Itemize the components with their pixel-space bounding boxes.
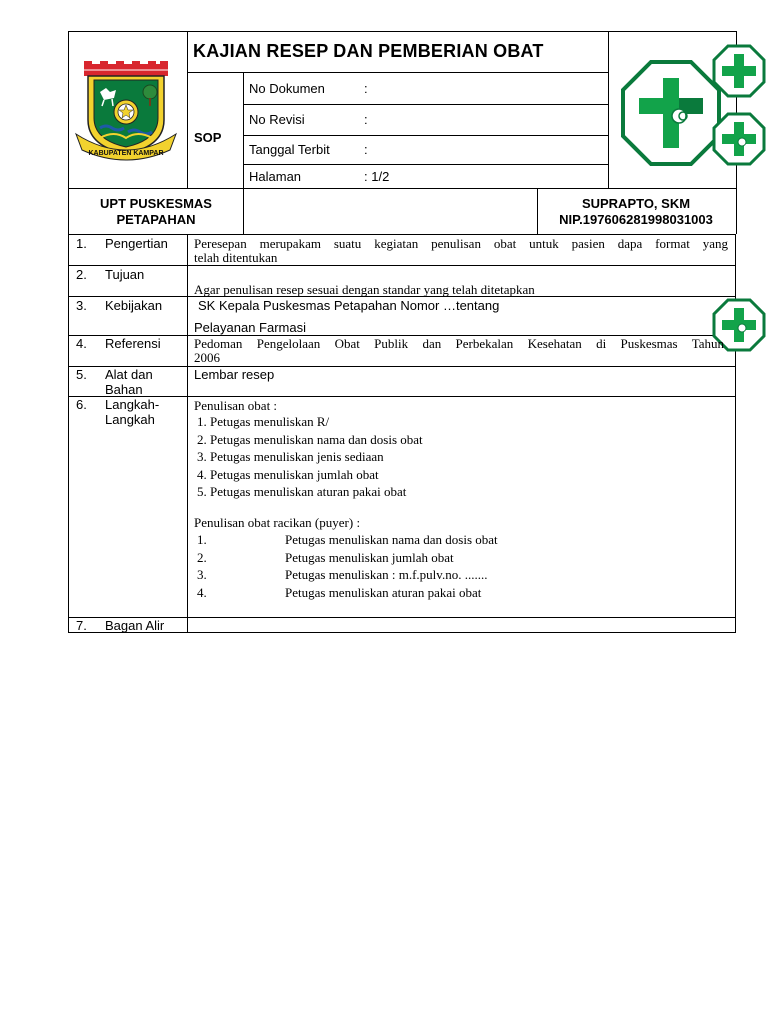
- row-label-alat-line1: Alat dan: [105, 367, 153, 382]
- signer-nip: NIP.197606281998031003: [559, 212, 713, 227]
- list-item: [197, 584, 498, 602]
- list-number: 3.: [197, 567, 207, 582]
- signer-name: SUPRAPTO, SKM: [581, 196, 691, 211]
- pengertian-text-line2: telah ditentukan: [194, 250, 278, 265]
- langkah-section1-list: [197, 413, 423, 501]
- kebijakan-line1: SK Kepala Puskesmas Petapahan Nomor …tentang: [198, 298, 500, 313]
- meta-label-tanggal-terbit: Tanggal Terbit: [249, 142, 330, 157]
- row-number-5: 5.: [76, 367, 87, 382]
- page-title: KAJIAN RESEP DAN PEMBERIAN OBAT: [193, 41, 544, 61]
- list-number: 3.: [197, 449, 207, 464]
- row-number-2: 2.: [76, 267, 87, 282]
- list-item: [197, 413, 423, 431]
- row-number-6: 6.: [76, 397, 87, 412]
- sop-label: SOP: [194, 130, 222, 145]
- org-unit: [70, 196, 242, 228]
- meta-value-no-dokumen: :: [364, 81, 368, 96]
- list-text: Petugas menuliskan jenis sediaan: [210, 449, 384, 464]
- list-number: 4.: [197, 466, 207, 482]
- langkah-section2-title: Penulisan obat racikan (puyer) :: [194, 515, 361, 530]
- row-label-langkah-line2: Langkah: [105, 412, 155, 427]
- list-number: 1.: [197, 532, 207, 547]
- list-text: Petugas menuliskan aturan pakai obat: [210, 484, 407, 499]
- row-number-3: 3.: [76, 298, 87, 313]
- row-number-7: 7.: [76, 618, 87, 633]
- alat-text: Lembar resep: [194, 367, 275, 382]
- pengertian-text-line1: Peresepan merupakam suatu kegiatan penulisan obat untuk pasien dapa format yang: [194, 236, 728, 251]
- referensi-line1: Pedoman Pengelolaan Obat Publik dan Perbekalan Kesehatan di Puskesmas Tahun: [194, 336, 724, 351]
- row-label-kebijakan: Kebijakan: [105, 298, 163, 313]
- meta-label-no-dokumen: No Dokumen: [249, 81, 325, 96]
- puskesmas-small-logo-top: [712, 44, 766, 98]
- row-label-alat-line2: Bahan: [105, 382, 143, 397]
- langkah-section2-list: [197, 531, 498, 601]
- kebijakan-line2: Pelayanan Farmasi: [194, 320, 306, 335]
- meta-value-tanggal-terbit: :: [364, 142, 368, 157]
- list-item: [197, 466, 423, 484]
- list-text: Petugas menuliskan nama dan dosis obat: [285, 532, 498, 547]
- row-number-1: 1.: [76, 236, 87, 251]
- list-item: [197, 483, 423, 501]
- puskesmas-large-logo: [621, 60, 721, 166]
- list-item: [197, 549, 498, 567]
- puskesmas-small-logo-middle: [712, 112, 766, 166]
- signer-block: [538, 196, 734, 228]
- list-item: [197, 531, 498, 549]
- list-item: [197, 431, 423, 449]
- logo-ribbon-text: KABUPATEN KAMPAR: [88, 150, 164, 157]
- row-label-bagan: Bagan Alir: [105, 618, 165, 633]
- row-label-langkah-line1: Langkah-: [105, 397, 160, 412]
- row-label-langkah: [105, 397, 159, 427]
- list-number: 5.: [197, 484, 207, 499]
- list-text: Petugas menuliskan jumlah obat: [285, 549, 454, 565]
- org-unit-line2: PETAPAHAN: [116, 212, 196, 227]
- list-number: 4.: [197, 584, 207, 600]
- list-text: Petugas menuliskan jumlah obat: [210, 466, 379, 482]
- meta-value-halaman: : 1/2: [364, 169, 390, 184]
- row-label-alat: [105, 367, 153, 397]
- tujuan-text: Agar penulisan resep sesuai dengan standar yang telah ditetapkan: [194, 282, 535, 297]
- row-label-pengertian: Pengertian: [105, 236, 168, 251]
- list-text: Petugas menuliskan nama dan dosis obat: [210, 431, 423, 447]
- list-number: 2.: [197, 549, 207, 565]
- list-number: 2.: [197, 431, 207, 447]
- list-number: 1.: [197, 414, 207, 429]
- row-number-4: 4.: [76, 336, 87, 351]
- list-text: Petugas menuliskan aturan pakai obat: [285, 584, 482, 600]
- list-text: Petugas menuliskan R/: [210, 414, 330, 429]
- row-label-referensi: Referensi: [105, 336, 161, 351]
- meta-value-no-revisi: :: [364, 112, 368, 127]
- list-text: Petugas menuliskan : m.f.pulv.no. .......: [285, 567, 488, 582]
- row-label-tujuan: Tujuan: [105, 267, 145, 282]
- meta-label-halaman: Halaman: [249, 169, 302, 184]
- kabupaten-kampar-logo: [70, 58, 182, 166]
- list-item: [197, 566, 498, 584]
- referensi-line2: 2006: [194, 350, 220, 365]
- list-item: [197, 448, 423, 466]
- org-unit-line1: UPT PUSKESMAS: [100, 196, 212, 211]
- meta-label-no-revisi: No Revisi: [249, 112, 305, 127]
- langkah-section1-title: Penulisan obat :: [194, 398, 278, 413]
